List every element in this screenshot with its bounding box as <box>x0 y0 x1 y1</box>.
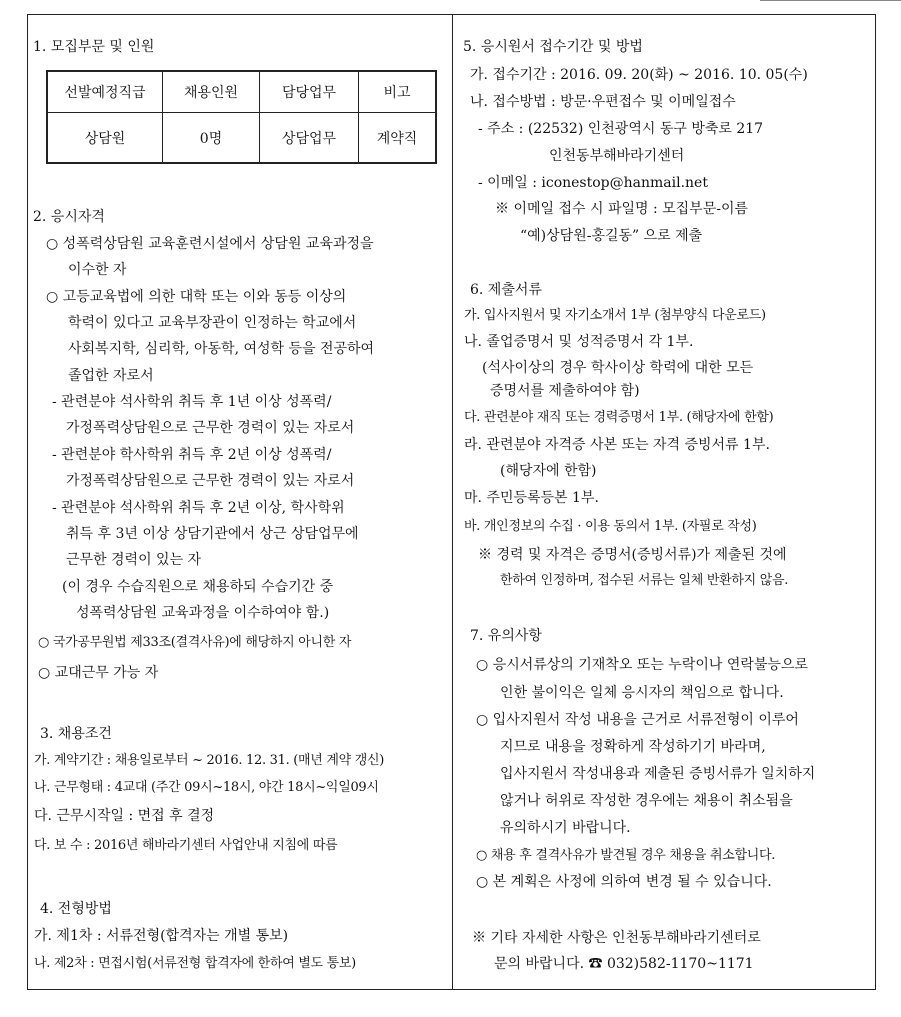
list-item: - 관련분야 석사학위 취득 후 2년 이상, 학사학위 <box>52 500 345 516</box>
list-item: 인천동부해바라기센터 <box>549 148 685 164</box>
list-item: ○ 응시서류상의 기재착오 또는 누락이나 연락불능으로 <box>476 657 808 673</box>
contact-note: 문의 바랍니다. ☎ 032)582-1170~1171 <box>494 956 754 972</box>
list-item: 라. 관련분야 자격증 사본 또는 자격 증빙서류 1부. <box>464 437 770 453</box>
list-item: 이수한 자 <box>68 262 127 278</box>
list-item: 마. 주민등록등본 1부. <box>464 490 599 506</box>
table-header-cell: 채용인원 <box>163 71 260 113</box>
list-item: 나. 접수방법 : 방문·우편접수 및 이메일접수 <box>470 94 736 110</box>
list-item: 인한 불이익은 일체 응시자의 책임으로 합니다. <box>500 685 784 701</box>
list-item: 다. 보 수 : 2016년 해바라기센터 사업안내 지침에 따름 <box>34 838 338 853</box>
list-item: 나. 제2차 : 면접시험(서류전형 합격자에 한하여 별도 통보) <box>34 956 356 971</box>
list-item: ※ 이메일 접수 시 파일명 : 모집부문-이름 <box>495 201 749 217</box>
section-3-heading: 3. 채용조건 <box>40 726 112 742</box>
list-item: 가. 접수기간 : 2016. 09. 20(화) ~ 2016. 10. 05(수) <box>470 67 808 83</box>
recruit-table <box>46 70 437 164</box>
list-item: 가. 입사지원서 및 자기소개서 1부 (첨부양식 다운로드) <box>464 308 766 323</box>
table-header-cell: 담당업무 <box>260 71 359 113</box>
list-item: 바. 개인정보의 수집 · 이용 동의서 1부. (자필로 작성) <box>464 519 757 534</box>
table-cell: 상담업무 <box>260 113 359 164</box>
list-item: - 이메일 : iconestop@hanmail.net <box>478 175 708 191</box>
table-header-cell: 비고 <box>359 71 437 113</box>
list-item: ○ 교대근무 가능 자 <box>38 665 159 681</box>
list-item: 다. 근무시작일 : 면접 후 결정 <box>34 808 215 824</box>
list-item: 한하여 인정하며, 접수된 서류는 일체 반환하지 않음. <box>500 573 789 588</box>
table-header-row <box>47 71 436 113</box>
table-cell: 계약직 <box>359 113 437 164</box>
list-item: ○ 입사지원서 작성 내용을 근거로 서류전형이 이루어 <box>476 712 799 728</box>
top-edge-line <box>760 0 901 1</box>
list-item: ○ 국가공무원법 제33조(결격사유)에 해당하지 아니한 자 <box>38 635 352 650</box>
section-7-heading: 7. 유의사항 <box>470 628 542 644</box>
table-row <box>47 113 436 164</box>
list-item: ○ 성폭력상담원 교육훈련시설에서 상담원 교육과정을 <box>46 236 374 252</box>
list-item: 사회복지학, 심리학, 아동학, 여성학 등을 전공하여 <box>68 341 375 357</box>
list-item: 성폭력상담원 교육과정을 이수하여야 함.) <box>76 605 330 621</box>
list-item: - 관련분야 학사학위 취득 후 2년 이상 성폭력/ <box>52 447 332 463</box>
list-item: (이 경우 수습직원으로 채용하되 수습기간 중 <box>62 579 334 595</box>
list-item: 졸업한 자로서 <box>68 368 154 384</box>
list-item: 나. 근무형태 : 4교대 (주간 09시~18시, 야간 18시~익일09시 <box>34 780 379 795</box>
list-item: 않거나 허위로 작성한 경우에는 채용이 취소됨을 <box>500 793 793 809</box>
list-item: 근무한 경력이 있는 자 <box>66 552 202 568</box>
list-item: 나. 졸업증명서 및 성적증명서 각 1부. <box>464 334 694 350</box>
list-item: (해당자에 한함) <box>500 463 597 479</box>
list-item: 가. 제1차 : 서류전형(합격자는 개별 통보) <box>34 928 289 944</box>
list-item: - 관련분야 석사학위 취득 후 1년 이상 성폭력/ <box>52 394 332 410</box>
list-item: - 주소 : (22532) 인천광역시 동구 방축로 217 <box>478 121 764 137</box>
section-4-heading: 4. 전형방법 <box>40 901 112 917</box>
list-item: 학력이 있다고 교육부장관이 인정하는 학교에서 <box>68 315 357 331</box>
list-item: 가. 계약기간 : 채용일로부터 ~ 2016. 12. 31. (매년 계약 갱신) <box>34 753 385 768</box>
list-item: 취득 후 3년 이상 상담기관에서 상근 상담업무에 <box>66 526 359 542</box>
list-item: 다. 관련분야 재직 또는 경력증명서 1부. (해당자에 한함) <box>464 410 774 425</box>
list-item: ※ 경력 및 자격은 증명서(증빙서류)가 제출된 것에 <box>478 547 787 563</box>
list-item: ○ 채용 후 결격사유가 발견될 경우 채용을 취소합니다. <box>476 848 776 863</box>
column-divider <box>452 14 453 990</box>
contact-note: ※ 기타 자세한 사항은 인천동부해바라기센터로 <box>472 930 761 946</box>
list-item: 지므로 내용을 정확하게 작성하기기 바라며, <box>500 739 766 755</box>
list-item: ○ 고등교육법에 의한 대학 또는 이와 동등 이상의 <box>46 289 347 305</box>
section-5-heading: 5. 응시원서 접수기간 및 방법 <box>463 39 643 55</box>
table-cell: 상담원 <box>47 113 163 164</box>
list-item: 유의하시기 바랍니다. <box>500 820 631 836</box>
table-cell: 0명 <box>163 113 260 164</box>
list-item: ○ 본 계획은 사정에 의하여 변경 될 수 있습니다. <box>476 874 772 890</box>
table-header-cell: 선발예정직급 <box>47 71 163 113</box>
section-2-heading: 2. 응시자격 <box>33 209 105 225</box>
list-item: 증명서를 제출하여야 함) <box>490 383 640 399</box>
list-item: (석사이상의 경우 학사이상 학력에 대한 모든 <box>482 360 754 376</box>
list-item: 입사지원서 작성내용과 제출된 증빙서류가 일치하지 <box>500 766 816 782</box>
list-item: “예)상담원-홍길동” 으로 제출 <box>520 228 703 244</box>
list-item: 가정폭력상담원으로 근무한 경력이 있는 자로서 <box>66 473 355 489</box>
section-6-heading: 6. 제출서류 <box>470 282 542 298</box>
list-item: 가정폭력상담원으로 근무한 경력이 있는 자로서 <box>66 420 355 436</box>
section-1-heading: 1. 모집부문 및 인원 <box>33 39 155 55</box>
